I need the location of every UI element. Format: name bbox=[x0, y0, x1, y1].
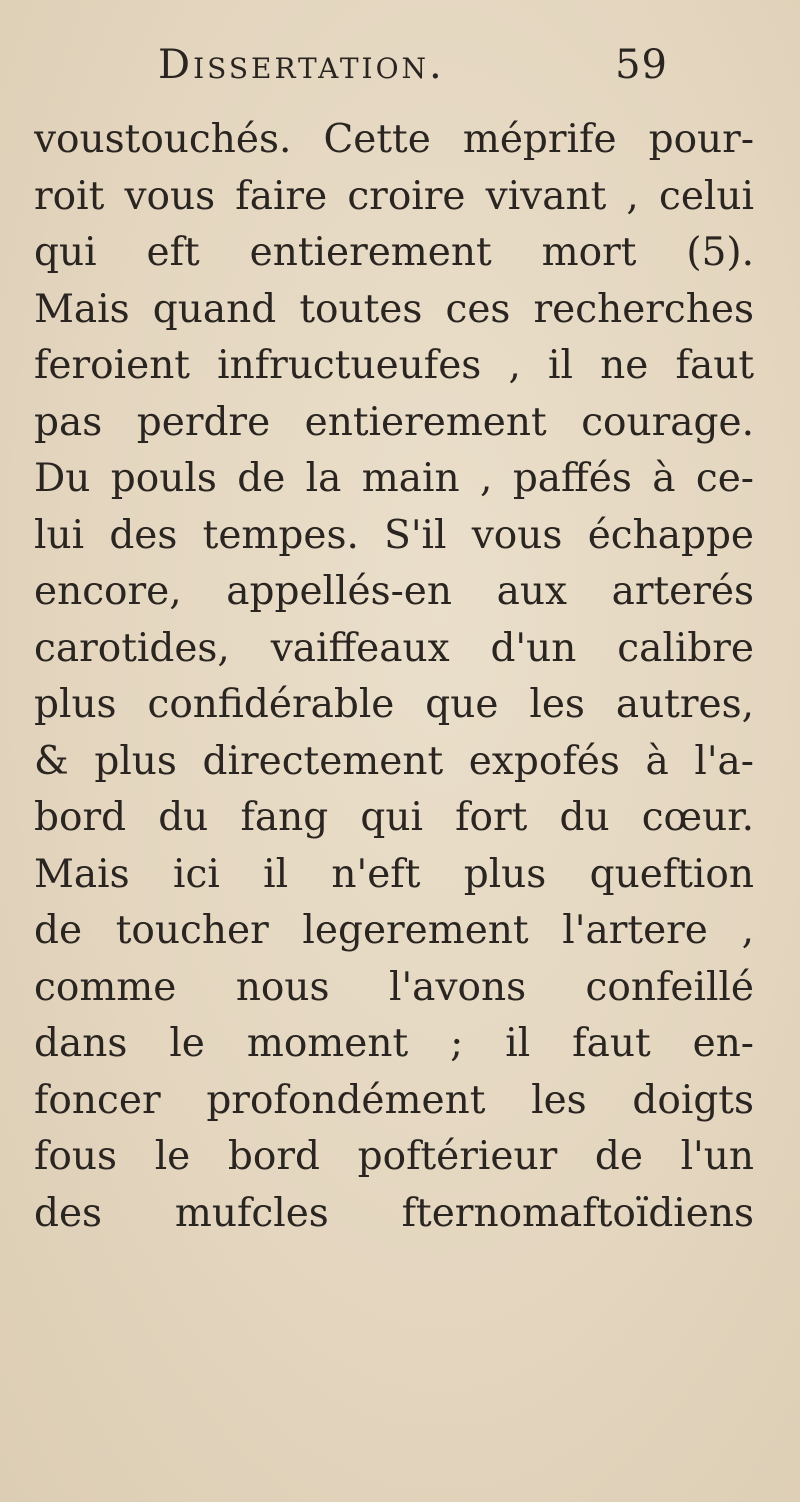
text-line: plus confidérable que les autres, bbox=[34, 682, 754, 727]
text-line: de toucher legerement l'artere , bbox=[34, 908, 754, 953]
text-line: & plus directement expofés à l'a- bbox=[34, 738, 754, 784]
text-line: qui eft entierement mort (5). bbox=[34, 230, 754, 275]
page-number: 59 bbox=[615, 42, 668, 88]
text-line: des mufcles fternomaftoïdiens bbox=[34, 1190, 754, 1236]
text-line: roit vous faire croire vivant , celui bbox=[34, 173, 754, 219]
text-line: bord du fang qui fort du cœur. bbox=[34, 795, 754, 840]
text-line: dans le moment ; il faut en- bbox=[34, 1021, 754, 1066]
text-line: carotides, vaiffeaux d'un calibre bbox=[34, 625, 754, 671]
text-line: Mais ici il n'eft plus queftion bbox=[34, 851, 754, 897]
text-line: feroient infructueufes , il ne faut bbox=[34, 343, 754, 388]
running-title: Dissertation. bbox=[158, 42, 445, 88]
text-line: pas perdre entierement courage. bbox=[34, 399, 754, 445]
text-line: Mais quand toutes ces recherches bbox=[34, 286, 754, 332]
text-line: Du pouls de la main , paffés à ce- bbox=[34, 456, 754, 501]
text-line: lui des tempes. S'il vous échappe bbox=[34, 512, 754, 558]
page-header bbox=[158, 40, 668, 90]
body-text bbox=[34, 112, 754, 1242]
text-line: foncer profondément les doigts bbox=[34, 1077, 754, 1123]
text-line: voustouchés. Cette méprife pour- bbox=[34, 117, 754, 162]
text-line: encore, appellés-en aux arterés bbox=[34, 569, 754, 614]
text-line: fous le bord poftérieur de l'un bbox=[34, 1134, 754, 1179]
text-line: comme nous l'avons confeillé bbox=[34, 964, 754, 1010]
